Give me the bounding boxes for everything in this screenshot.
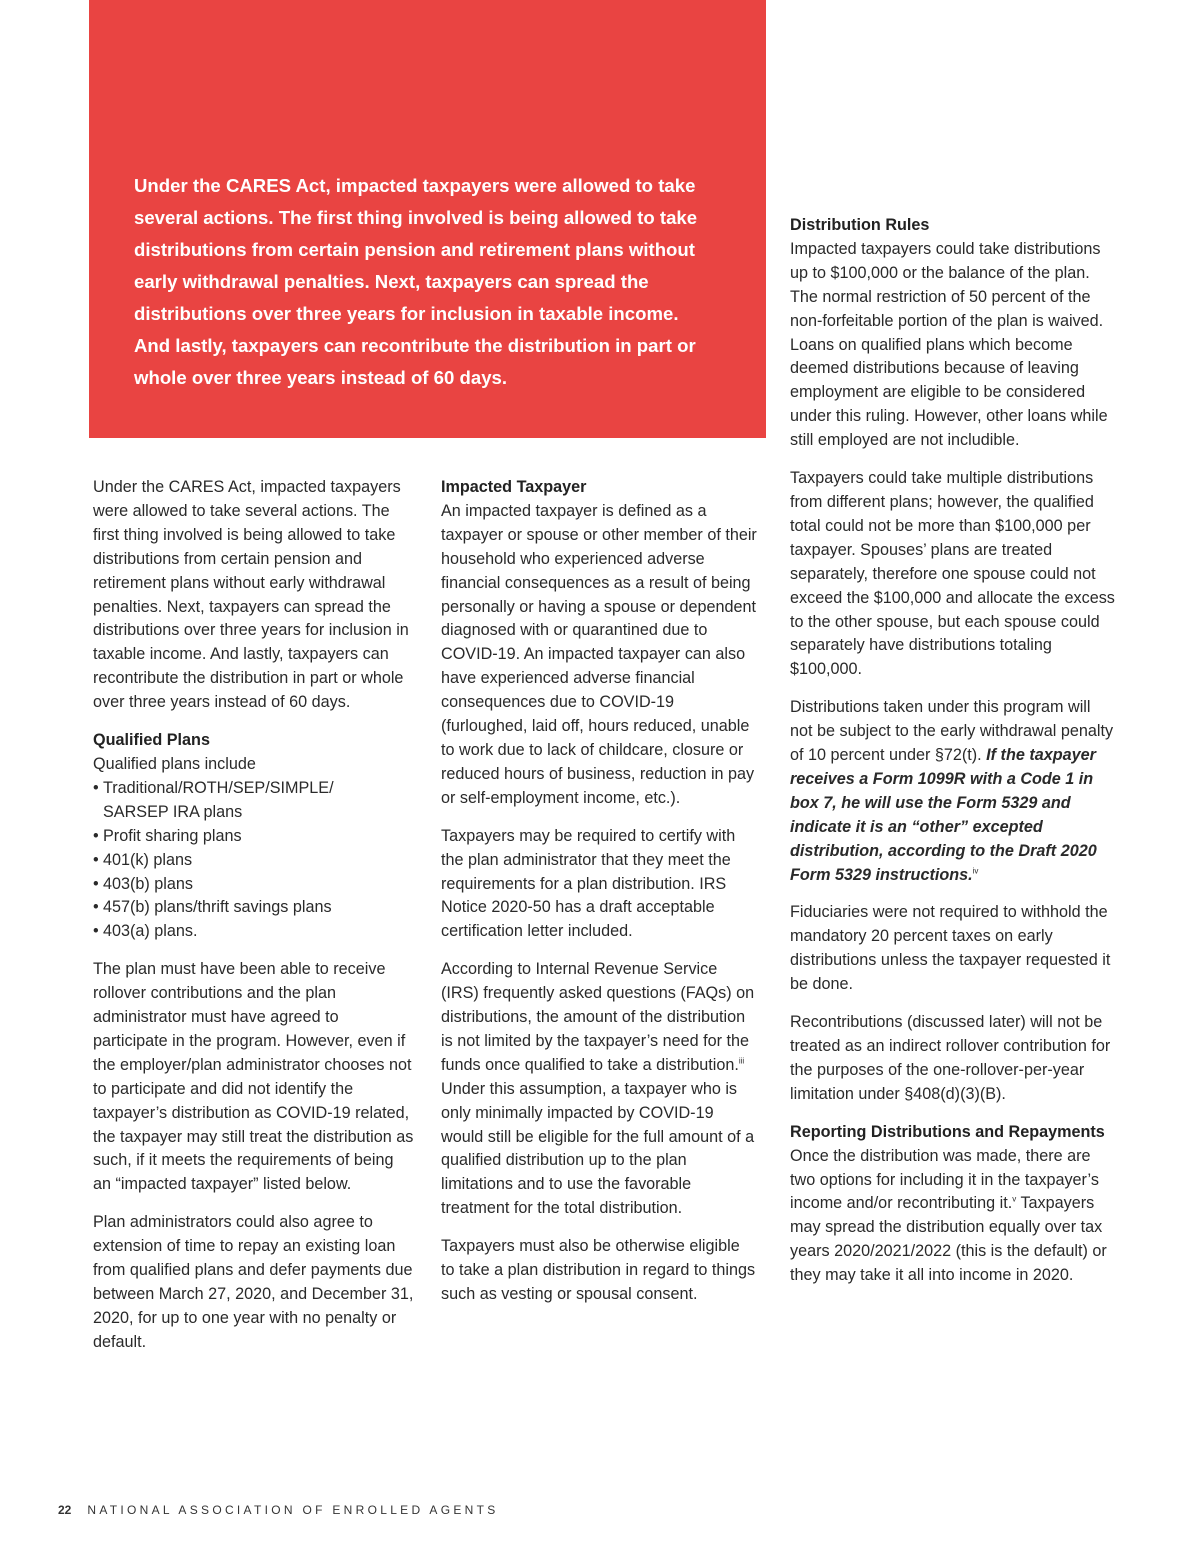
rollover-paragraph: The plan must have been able to receive rollover contributions and the plan administrator must have agreed to participate in the program. However, even if the employer/plan administrator chooses not to participate and did not identify the taxpayer’s distribution as COVID-19 related, the taxpayer may still treat the distribution as such, if it meets the requirements of being an “impacted taxpayer” listed below. xyxy=(93,960,414,1194)
column-middle xyxy=(441,476,757,1321)
eligibility-paragraph: Taxpayers must also be otherwise eligible to take a plan distribution in regard to things such as vesting or spousal consent. xyxy=(441,1237,756,1303)
loan-extension-paragraph: Plan administrators could also agree to extension of time to repay an existing loan from qualified plans and defer payments due between March 27, 2020, and December 31, 2020, for up to one year with no penalty or default. xyxy=(93,1213,414,1351)
reporting-paragraph: Once the distribution was made, there are two options for including it in the taxpayer’s income and/or recontributing it.$^v$ Taxpayers may spread the distribution equally over tax years 2020/2021/2022 (this is the default) or they may take it all into income in 2020. xyxy=(790,1146,1107,1285)
penalty-paragraph: Distributions taken under this program will not be subject to the early withdrawal penalty of 10 percent under §72(t). If the taxpayer receives a Form 1099R with a Code 1 in box 7, he will use the Form 5329 and indicate it is an “other” excepted distribution, according to the Draft 2020 Form 5329 instructions.$^{iv}$ xyxy=(790,698,1114,884)
page-footer xyxy=(58,1503,499,1517)
reporting-heading: Reporting Distributions and Repayments xyxy=(790,1122,1105,1141)
footnote-marker: iv xyxy=(972,866,979,876)
pull-quote-text: Under the CARES Act, impacted taxpayers were allowed to take several actions. The first thing involved is being allowed to take distributions from certain pension and retirement plans without early withdrawal penalties. Next, taxpayers can spread the distributions over three years for inclusion in taxable income. And lastly, taxpayers can recontribute the distribution in part or whole over three years instead of 60 days. xyxy=(134,175,698,388)
irs-faq-paragraph: According to Internal Revenue Service (IRS) frequently asked questions (FAQs) on distributions, the amount of the distribution is not limited by the taxpayer’s need for the funds once qualified to take a distribution.$^{iii}$ Under this assumption, a taxpayer who is only minimally impacted by COVID-19 would still be eligible for the full amount of a qualified distribution up to the plan limitations and to use the favorable treatment for the total distribution. xyxy=(441,960,755,1218)
pull-quote-callout xyxy=(89,0,766,438)
list-item: • 403(b) plans xyxy=(93,873,415,897)
distribution-limit-paragraph: Impacted taxpayers could take distributions up to $100,000 or the balance of the plan. The normal restriction of 50 percent of the non-forfeitable portion of the plan is waived. Loans on qualified plans which become deemed distributions because of leaving employment are eligible to be considered under this ruling. However, other loans while still employed are not includible. xyxy=(790,239,1108,450)
column-left xyxy=(93,476,415,1369)
fiduciaries-paragraph: Fiduciaries were not required to withhold the mandatory 20 percent taxes on early distributions unless the taxpayer requested it be done. xyxy=(790,903,1111,994)
list-item: • 403(a) plans. xyxy=(93,920,415,944)
qualified-plans-lead: Qualified plans include xyxy=(93,754,256,773)
qualified-plans-list xyxy=(93,777,415,944)
recontributions-paragraph: Recontributions (discussed later) will not be treated as an indirect rollover contribution for the purposes of the one-rollover-per-year limitation under §408(d)(3)(B). xyxy=(790,1013,1111,1103)
qualified-plans-heading: Qualified Plans xyxy=(93,731,210,750)
footnote-marker: v xyxy=(1012,1195,1017,1205)
intro-paragraph: Under the CARES Act, impacted taxpayers were allowed to take several actions. The first thing involved is being allowed to take distributions from certain pension and retirement plans without early withdrawal penalties. Next, taxpayers can spread the distributions over three years for inclusion in taxable income. And lastly, taxpayers can recontribute the distribution in part or whole over three years instead of 60 days. xyxy=(93,478,409,712)
publication-name: NATIONAL ASSOCIATION OF ENROLLED AGENTS xyxy=(87,1503,499,1517)
multiple-distributions-paragraph: Taxpayers could take multiple distributions from different plans; however, the qualified total could not be more than $100,000 per taxpayer. Spouses’ plans are treated separately, therefore one spouse could not exceed the $100,000 and allocate the excess to the other spouse, but each spouse could separately have distributions totaling $100,000. xyxy=(790,469,1115,679)
footnote-marker: iii xyxy=(738,1056,745,1066)
impacted-taxpayer-heading: Impacted Taxpayer xyxy=(441,478,587,496)
distribution-rules-heading: Distribution Rules xyxy=(790,216,930,234)
column-right xyxy=(790,214,1116,1302)
list-item: • 401(k) plans xyxy=(93,849,415,873)
list-item: • Traditional/ROTH/SEP/SIMPLE/ SARSEP IRA plans xyxy=(93,777,415,825)
list-item: • 457(b) plans/thrift savings plans xyxy=(93,896,415,920)
impacted-definition-paragraph: An impacted taxpayer is defined as a taxpayer or spouse or other member of their household who experienced adverse financial consequences as a result of being personally or having a spouse or dependent diagnosed with or quarantined due to COVID-19. An impacted taxpayer can also have experienced adverse financial consequences due to COVID-19 (furloughed, laid off, hours reduced, unable to work due to lack of childcare, closure or reduced hours of business, reduction in pay or self-employment income, etc.). xyxy=(441,501,757,807)
certify-paragraph: Taxpayers may be required to certify with the plan administrator that they meet the requirements for a plan distribution. IRS Notice 2020-50 has a draft acceptable certification letter included. xyxy=(441,826,736,941)
list-item: • Profit sharing plans xyxy=(93,825,415,849)
page-number: 22 xyxy=(58,1503,72,1517)
